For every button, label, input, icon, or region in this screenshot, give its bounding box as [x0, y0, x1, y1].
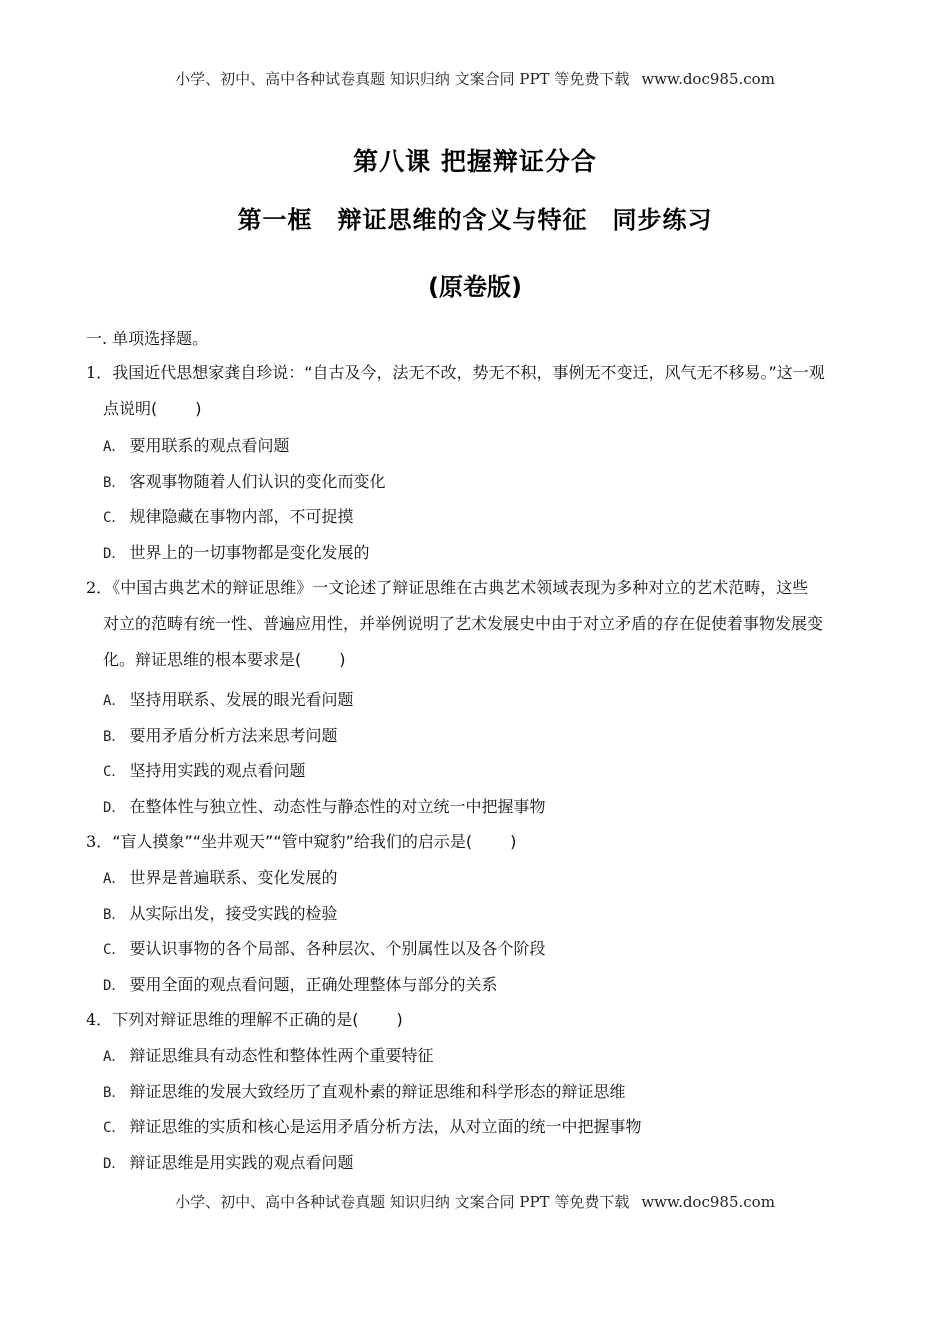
option-letter: C． — [103, 942, 126, 958]
option-letter: B． — [103, 1085, 126, 1101]
option-3d[interactable] — [103, 975, 497, 996]
page-subtitle: 第一框 辩证思维的含义与特征 同步练习 — [237, 206, 713, 234]
question-number: 4． — [86, 1010, 113, 1029]
footer-banner-site[interactable]: www.doc985.com — [641, 1193, 775, 1211]
option-letter: C． — [103, 764, 126, 780]
question-4 — [86, 1002, 876, 1038]
option-text: 世界是普遍联系、变化发展的 — [129, 868, 338, 887]
answer-paren-close: ) — [510, 832, 517, 851]
header-banner-site[interactable]: www.doc985.com — [641, 70, 775, 88]
question-number: 3． — [86, 832, 113, 851]
option-text: 坚持用实践的观点看问题 — [129, 761, 306, 780]
option-text: 辩证思维的实质和核心是运用矛盾分析方法，从对立面的统一中把握事物 — [129, 1117, 642, 1136]
answer-paren-close: ) — [195, 399, 202, 418]
question-stem-line: 化。辩证思维的根本要求是( — [103, 650, 302, 669]
header-banner — [0, 68, 950, 89]
option-text: 辩证思维是用实践的观点看问题 — [129, 1153, 354, 1172]
option-text: 客观事物随着人们认识的变化而变化 — [129, 472, 386, 491]
option-letter: D． — [103, 978, 126, 994]
option-1c[interactable] — [103, 507, 353, 528]
option-text: 从实际出发，接受实践的检验 — [129, 904, 338, 923]
option-text: 辩证思维具有动态性和整体性两个重要特征 — [129, 1046, 434, 1065]
option-4a[interactable] — [103, 1046, 433, 1067]
option-letter: B． — [103, 907, 126, 923]
option-text: 在整体性与独立性、动态性与静态性的对立统一中把握事物 — [129, 797, 546, 816]
option-letter: D． — [103, 546, 126, 562]
footer-banner — [0, 1191, 950, 1212]
option-text: 要用矛盾分析方法来思考问题 — [129, 726, 338, 745]
option-3c[interactable] — [103, 939, 545, 960]
option-letter: A． — [103, 693, 126, 709]
section-heading: 一. 单项选择题。 — [86, 329, 209, 348]
question-stem-line: 我国近代思想家龚自珍说：“自古及今，法无不改，势无不积，事例无不变迁，风气无不移易。”这一观 — [112, 363, 825, 382]
option-text: 辩证思维的发展大致经历了直观朴素的辩证思维和科学形态的辩证思维 — [129, 1082, 626, 1101]
option-1a[interactable] — [103, 436, 289, 457]
option-1b[interactable] — [103, 472, 385, 493]
option-letter: D． — [103, 800, 126, 816]
option-text: 世界上的一切事物都是变化发展的 — [129, 543, 370, 562]
option-letter: D． — [103, 1156, 126, 1172]
option-letter: A． — [103, 871, 126, 887]
option-2b[interactable] — [103, 726, 337, 747]
option-4c[interactable] — [103, 1117, 641, 1138]
option-letter: A． — [103, 1049, 126, 1065]
header-banner-text: 小学、初中、高中各种试卷真题 知识归纳 文案合同 PPT 等免费下载 — [175, 70, 630, 88]
option-text: 规律隐藏在事物内部，不可捉摸 — [129, 507, 354, 526]
option-letter: A． — [103, 439, 126, 455]
option-letter: C． — [103, 510, 126, 526]
option-2c[interactable] — [103, 761, 305, 782]
option-2d[interactable] — [103, 797, 545, 818]
option-3a[interactable] — [103, 868, 337, 889]
question-3 — [86, 824, 876, 860]
option-4d[interactable] — [103, 1153, 353, 1174]
option-4b[interactable] — [103, 1082, 625, 1103]
version-label: (原卷版) — [428, 273, 522, 301]
question-1 — [86, 355, 876, 427]
option-letter: C． — [103, 1120, 126, 1136]
question-stem-line: 点说明( — [103, 399, 158, 418]
option-text: 要认识事物的各个局部、各种层次、个别属性以及各个阶段 — [129, 939, 546, 958]
question-stem-line: 《中国古典艺术的辩证思维》一文论述了辩证思维在古典艺术领域表现为多种对立的艺术范畴，这些 — [112, 578, 809, 597]
question-stem-line: 下列对辩证思维的理解不正确的是( — [112, 1010, 359, 1029]
footer-banner-text: 小学、初中、高中各种试卷真题 知识归纳 文案合同 PPT 等免费下载 — [175, 1193, 630, 1211]
answer-paren-close: ) — [339, 650, 346, 669]
page-title: 第八课 把握辩证分合 — [353, 147, 597, 176]
option-letter: B． — [103, 475, 126, 491]
question-2 — [86, 570, 876, 678]
option-letter: B． — [103, 729, 126, 745]
option-2a[interactable] — [103, 690, 353, 711]
option-text: 要用联系的观点看问题 — [129, 436, 290, 455]
option-3b[interactable] — [103, 904, 337, 925]
option-text: 要用全面的观点看问题，正确处理整体与部分的关系 — [129, 975, 498, 994]
question-stem-line: “盲人摸象”“坐井观天”“管中窥豹”给我们的启示是( — [112, 832, 473, 851]
option-1d[interactable] — [103, 543, 369, 564]
answer-paren-close: ) — [396, 1010, 403, 1029]
option-text: 坚持用联系、发展的眼光看问题 — [129, 690, 354, 709]
question-number: 2． — [86, 578, 113, 597]
question-stem-line: 对立的范畴有统一性、普遍应用性，并举例说明了艺术发展史中由于对立矛盾的存在促使着事物发展变 — [103, 614, 824, 633]
question-number: 1． — [86, 363, 113, 382]
